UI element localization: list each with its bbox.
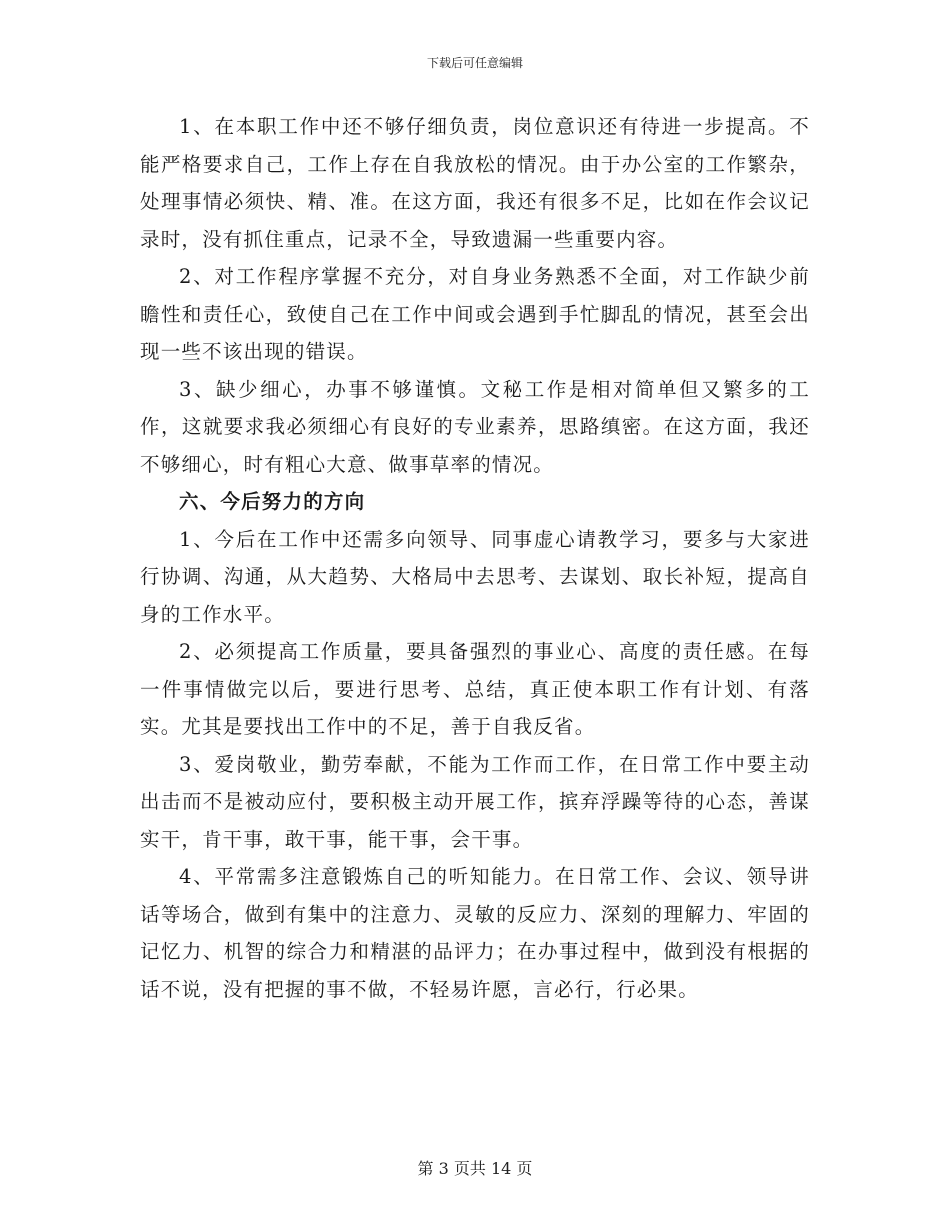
document-body [140,108,810,1008]
page-number-footer: 第 3 页共 14 页 [417,1159,533,1178]
paragraph-future-1: 1、今后在工作中还需多向领导、同事虚心请教学习，要多与大家进行协调、沟通，从大趋势、大格局中去思考、去谋划、取长补短，提高自身的工作水平。 [140,527,810,626]
paragraph-shortcoming-3: 3、缺少细心，办事不够谨慎。文秘工作是相对简单但又繁多的工作，这就要求我必须细心有良好的专业素养，思路缜密。在这方面，我还不够细心，时有粗心大意、做事草率的情况。 [140,377,810,476]
page-header-note: 下载后可任意编辑 [426,56,523,70]
paragraph-future-2: 2、必须提高工作质量，要具备强烈的事业心、高度的责任感。在每一件事情做完以后，要进行思考、总结，真正使本职工作有计划、有落实。尤其是要找出工作中的不足，善于自我反省。 [140,640,810,738]
paragraph-future-3: 3、爱岗敬业，勤劳奉献，不能为工作而工作，在日常工作中要主动出击而不是被动应付，要积极主动开展工作，摈弃浮躁等待的心态，善谋实干，肯干事，敢干事，能干事，会干事。 [140,752,810,851]
paragraph-shortcoming-1: 1、在本职工作中还不够仔细负责，岗位意识还有待进一步提高。不能严格要求自己，工作上存在自我放松的情况。由于办公室的工作繁杂，处理事情必须快、精、准。在这方面，我还有很多不足，比如在作会议记录时，没有抓住重点，记录不全，导致遗漏一些重要内容。 [140,115,810,251]
paragraph-future-4: 4、平常需多注意锻炼自己的听知能力。在日常工作、会议、领导讲话等场合，做到有集中的注意力、灵敏的反应力、深刻的理解力、牢固的记忆力、机智的综合力和精湛的品评力；在办事过程中，做到没有根据的话不说，没有把握的事不做，不轻易许愿，言必行，行必果。 [140,865,810,1001]
section-heading-future: 六、今后努力的方向 [179,490,366,513]
paragraph-shortcoming-2: 2、对工作程序掌握不充分，对自身业务熟悉不全面，对工作缺少前瞻性和责任心，致使自己在工作中间或会遇到手忙脚乱的情况，甚至会出现一些不该出现的错误。 [140,265,810,363]
